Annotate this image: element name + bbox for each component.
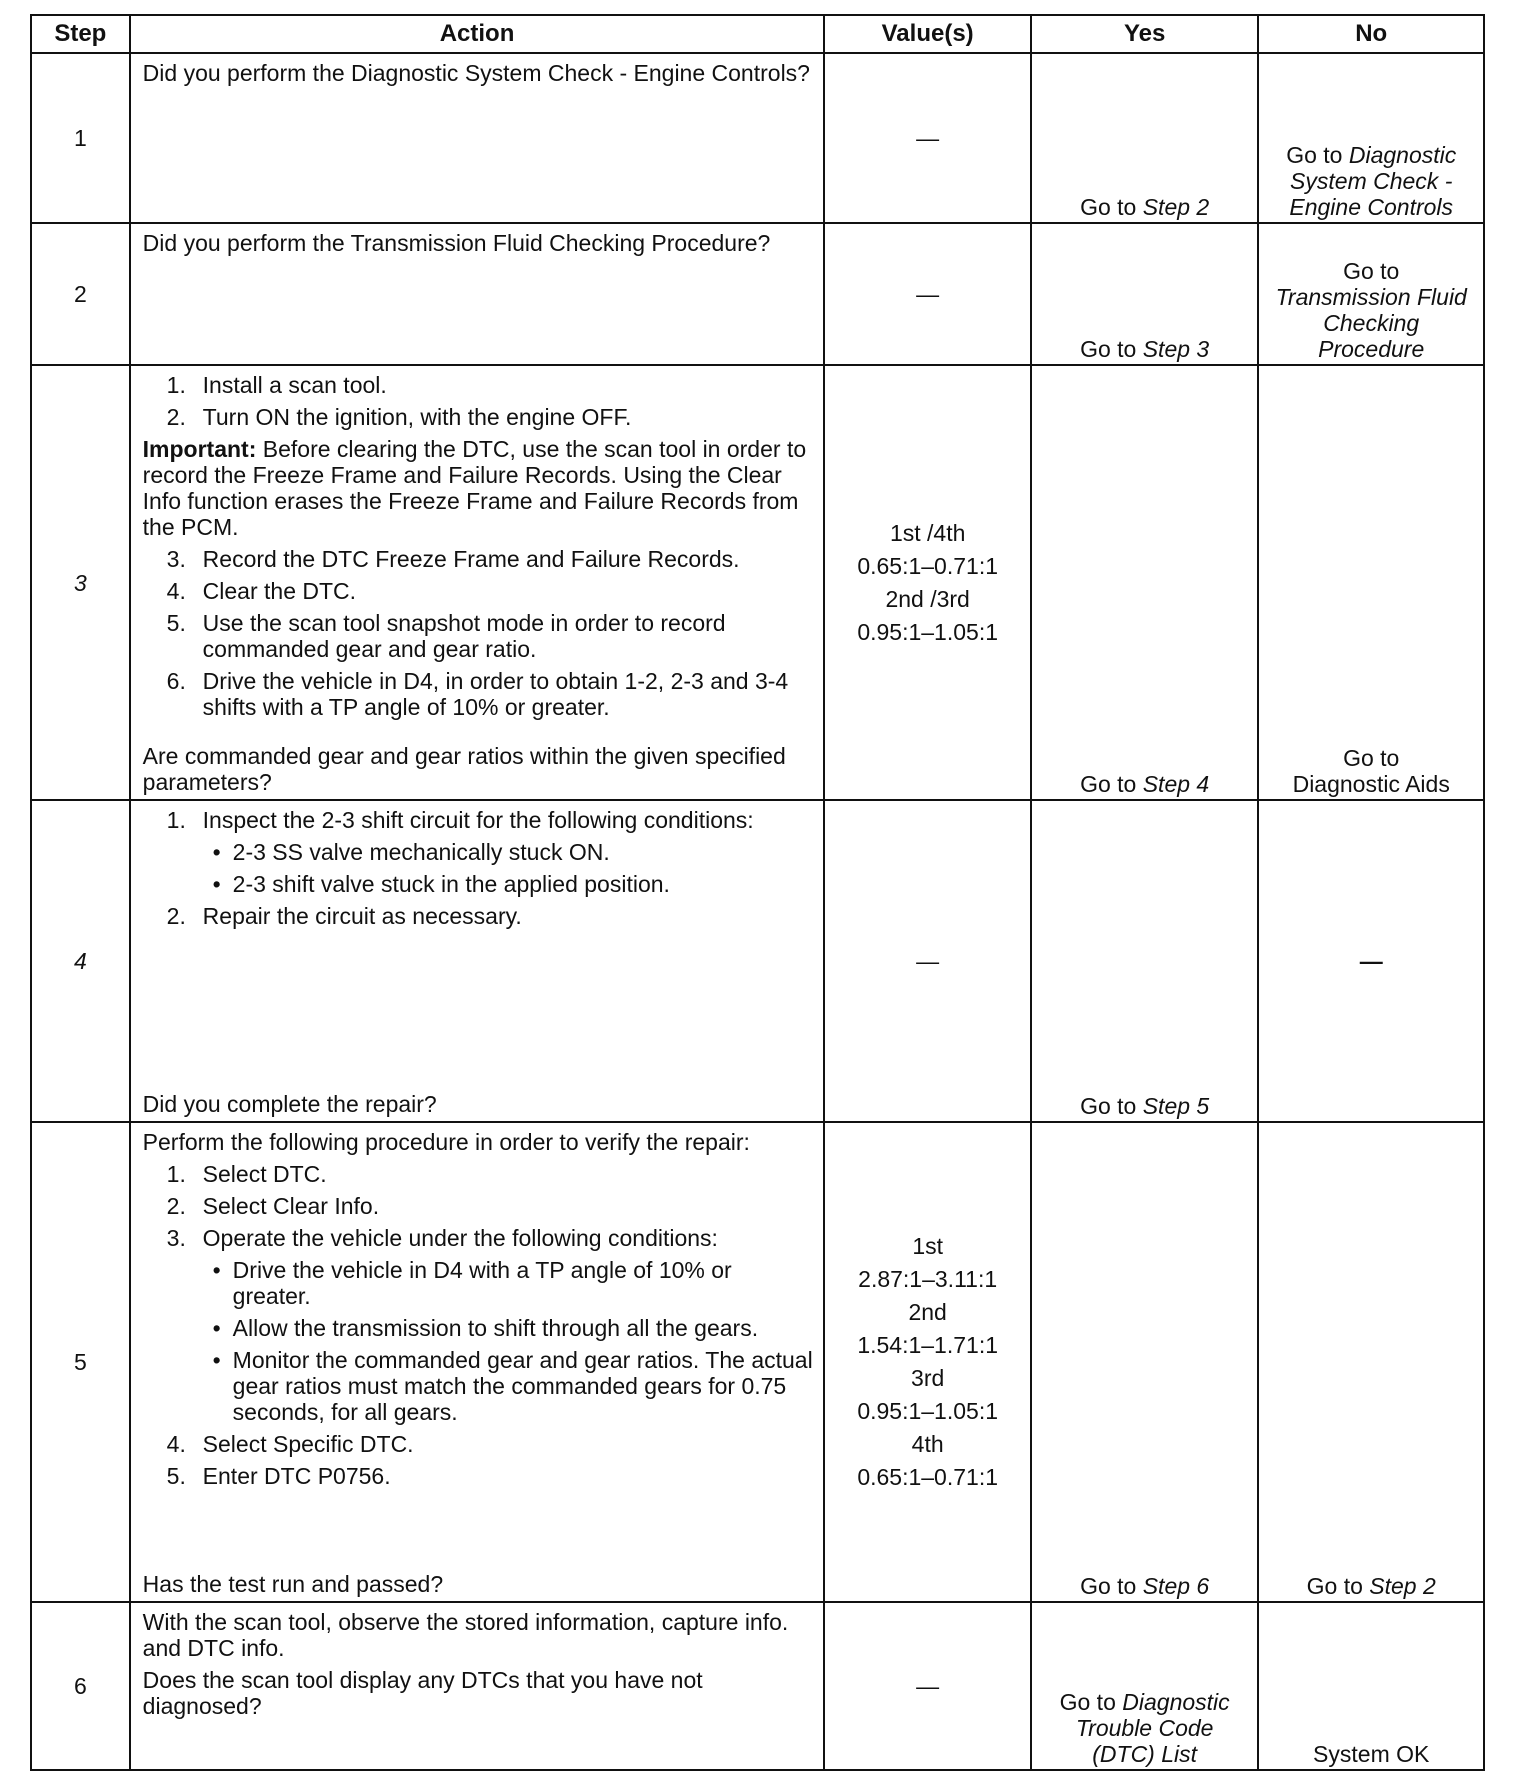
dash: — — [1359, 948, 1383, 974]
header-step: Step — [31, 15, 130, 53]
action-cell — [130, 1602, 825, 1770]
action-cell — [130, 1122, 825, 1602]
step-number: 6 — [31, 1602, 130, 1770]
yes-prefix: Go to — [1059, 1689, 1116, 1715]
bullet-list — [203, 839, 814, 897]
value-label: 2nd /3rd — [885, 585, 970, 612]
values-cell — [824, 223, 1030, 365]
action-cell — [130, 223, 825, 365]
list-item: 1. Inspect the 2-3 shift circuit for the following conditions: • 2-3 SS valve mechanically stuck ON. • 2-3 shift valve stuck in the applied position. — [143, 807, 814, 897]
yes-prefix: Go to — [1080, 1093, 1137, 1119]
value-range: 1.54:1–1.71:1 — [857, 1332, 998, 1358]
values-cell — [824, 800, 1030, 1122]
step-list — [143, 807, 814, 929]
yes-prefix: Go to — [1080, 771, 1137, 797]
list-item: 6. Drive the vehicle in D4, in order to obtain 1-2, 2-3 and 3-4 shifts with a TP angle of 10% or greater. — [166, 668, 789, 720]
step-number: 3 — [31, 365, 130, 800]
value-label: 1st /4th — [889, 519, 966, 546]
bullet-item: • Drive the vehicle in D4 with a TP angle of 10% or greater. — [203, 1257, 814, 1309]
header-values: Value(s) — [824, 15, 1030, 53]
header-no: No — [1258, 15, 1484, 53]
action-question: Has the test run and passed? — [142, 1571, 444, 1597]
value-range: 0.95:1–1.05:1 — [857, 1398, 998, 1424]
step-list — [143, 1161, 814, 1489]
values-cell — [824, 365, 1030, 800]
values-cell — [824, 53, 1030, 223]
no-link[interactable]: Diagnostic System Check - Engine Controls — [1289, 142, 1457, 220]
values-cell — [824, 1122, 1030, 1602]
table-row — [31, 1122, 1484, 1602]
no-text: System OK — [1313, 1741, 1430, 1767]
no-cell — [1258, 53, 1484, 223]
yes-link[interactable]: Step 3 — [1142, 336, 1210, 362]
no-link[interactable]: Transmission Fluid Checking Procedure — [1275, 284, 1467, 362]
yes-cell — [1031, 223, 1259, 365]
action-text: Did you perform the Transmission Fluid Checking Procedure? — [142, 230, 771, 256]
list-item: 4. Clear the DTC. — [166, 578, 357, 604]
yes-link[interactable]: Step 2 — [1142, 194, 1210, 220]
action-question: Did you complete the repair? — [142, 1091, 437, 1117]
value-label: 2nd — [908, 1299, 947, 1325]
bullet-item: • Allow the transmission to shift through all the gears. — [203, 1315, 814, 1341]
list-item: 3. Operate the vehicle under the following conditions: • Drive the vehicle in D4 with a TP angle of 10% or greater. • Allow the transmission to shift through all the gears. • Monitor the commanded gear and gear ratios. The actual gear ratios must match the commanded gears for 0.75 seconds, for all gears. — [143, 1225, 814, 1425]
no-prefix: Go to — [1343, 258, 1400, 284]
bullet-item: • 2-3 shift valve stuck in the applied position. — [203, 871, 814, 897]
yes-link[interactable]: Step 4 — [1142, 771, 1210, 797]
list-item: 3. Record the DTC Freeze Frame and Failure Records. — [166, 546, 740, 572]
bullet-item: • 2-3 SS valve mechanically stuck ON. — [203, 839, 814, 865]
no-link[interactable]: Step 2 — [1369, 1573, 1436, 1599]
step-list — [143, 372, 814, 430]
table-row — [31, 1602, 1484, 1770]
no-cell — [1258, 1122, 1484, 1602]
value-label: 4th — [911, 1431, 944, 1457]
yes-cell — [1031, 53, 1259, 223]
yes-link[interactable]: Step 6 — [1142, 1573, 1210, 1599]
no-cell — [1258, 1602, 1484, 1770]
yes-cell — [1031, 365, 1259, 800]
no-cell — [1258, 800, 1484, 1122]
step-number: 4 — [31, 800, 130, 1122]
no-cell — [1258, 365, 1484, 800]
action-question: Does the scan tool display any DTCs that you have not diagnosed? — [142, 1667, 703, 1719]
yes-prefix: Go to — [1080, 1573, 1137, 1599]
table-row — [31, 365, 1484, 800]
list-item: 2. Select Clear Info. — [166, 1193, 380, 1219]
value-label: 1st — [912, 1233, 943, 1259]
header-yes: Yes — [1031, 15, 1259, 53]
yes-cell — [1031, 1122, 1259, 1602]
yes-link[interactable]: Step 5 — [1142, 1093, 1210, 1119]
no-cell — [1258, 223, 1484, 365]
action-text: With the scan tool, observe the stored information, capture info. and DTC info. — [142, 1609, 789, 1661]
action-text: Did you perform the Diagnostic System Check - Engine Controls? — [142, 60, 810, 86]
diagnostic-table — [30, 14, 1485, 1771]
step-number: 1 — [31, 53, 130, 223]
bullet-item: • Monitor the commanded gear and gear ratios. The actual gear ratios must match the commanded gears for 0.75 seconds, for all gears. — [203, 1347, 814, 1425]
important-note — [143, 436, 814, 540]
dash: — — [916, 948, 940, 974]
step-list — [143, 546, 814, 720]
list-item: 1. Install a scan tool. — [166, 372, 387, 398]
table-row — [31, 53, 1484, 223]
list-item: 2. Turn ON the ignition, with the engine OFF. — [166, 404, 632, 430]
no-prefix: Go to — [1306, 1573, 1363, 1599]
value-range: 2.87:1–3.11:1 — [858, 1266, 998, 1292]
yes-cell — [1031, 800, 1259, 1122]
list-item: 5. Use the scan tool snapshot mode in order to record commanded gear and gear ratio. — [166, 610, 726, 662]
action-question: Are commanded gear and gear ratios within the given specified parameters? — [142, 743, 786, 795]
intro-text: Perform the following procedure in order to verify the repair: — [142, 1129, 750, 1155]
step-number: 2 — [31, 223, 130, 365]
table-row — [31, 223, 1484, 365]
yes-prefix: Go to — [1080, 336, 1137, 362]
step-number: 5 — [31, 1122, 130, 1602]
table-row — [31, 800, 1484, 1122]
action-cell — [130, 800, 825, 1122]
list-item: 2. Repair the circuit as necessary. — [166, 903, 522, 929]
important-text: Before clearing the DTC, use the scan tool in order to record the Freeze Frame and Failure Records. Using the Clear Info function erases the Freeze Frame and Failure Records from the PCM. — [142, 436, 807, 540]
dash: — — [916, 1673, 940, 1699]
value-range: 0.65:1–0.71:1 — [857, 1464, 998, 1490]
dash: — — [916, 281, 940, 307]
list-item: 1. Select DTC. — [166, 1161, 327, 1187]
header-row — [31, 15, 1484, 53]
header-action: Action — [130, 15, 825, 53]
yes-link[interactable]: Diagnostic Trouble Code (DTC) List — [1075, 1689, 1230, 1767]
value-range: 0.95:1–1.05:1 — [857, 618, 998, 645]
list-item: 5. Enter DTC P0756. — [166, 1463, 391, 1489]
no-link[interactable]: Diagnostic Aids — [1292, 771, 1450, 797]
value-range: 0.65:1–0.71:1 — [857, 552, 998, 579]
no-prefix: Go to — [1286, 142, 1343, 168]
values-cell — [824, 1602, 1030, 1770]
bullet-list — [203, 1257, 814, 1425]
important-label: Important: — [142, 436, 257, 462]
yes-cell — [1031, 1602, 1259, 1770]
action-cell — [130, 53, 825, 223]
dash: — — [916, 125, 940, 151]
no-line1: Go to — [1343, 745, 1400, 771]
yes-prefix: Go to — [1080, 194, 1137, 220]
value-label: 3rd — [911, 1365, 945, 1391]
list-item: 4. Select Specific DTC. — [166, 1431, 414, 1457]
action-cell — [130, 365, 825, 800]
